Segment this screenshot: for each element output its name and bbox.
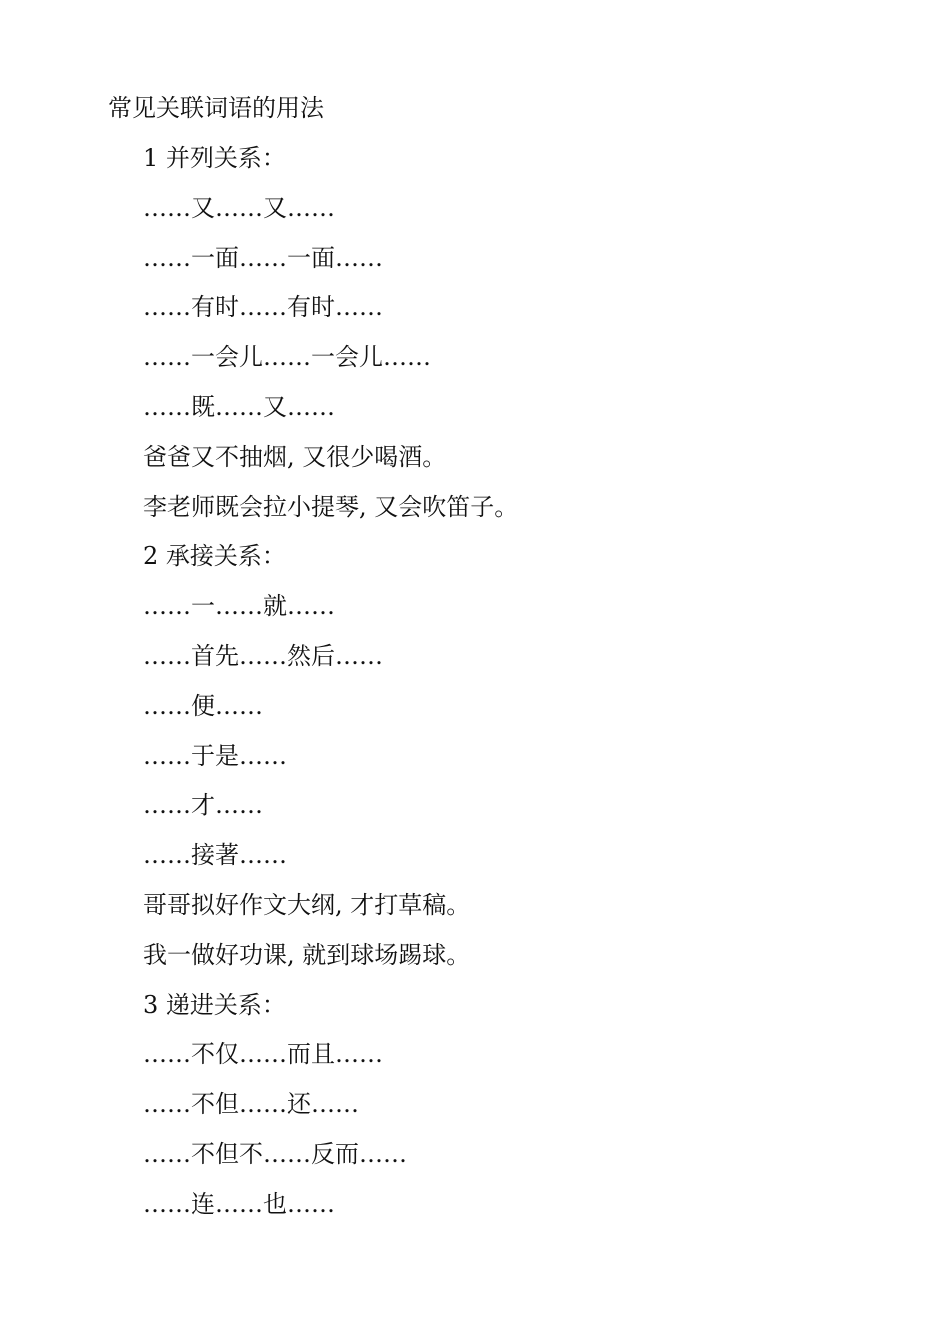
pattern-line: ……不但不……反而…… <box>143 1139 407 1168</box>
section-heading-parallel: 1 并列关系： <box>143 144 286 172</box>
pattern-line: ……一面……一面…… <box>143 243 383 272</box>
pattern-line: ……接著…… <box>143 841 287 870</box>
pattern-line: ……首先……然后…… <box>143 641 383 670</box>
example-sentence: 哥哥拟好作文大纲, 才打草稿。 <box>143 890 471 919</box>
pattern-line: ……一会儿……一会儿…… <box>143 343 431 372</box>
pattern-line: ……才…… <box>143 791 263 820</box>
document-title: 常见关联词语的用法 <box>108 94 324 122</box>
pattern-line: ……不但……还…… <box>143 1090 359 1119</box>
pattern-line: ……于是…… <box>143 741 287 770</box>
example-sentence: 我一做好功课, 就到球场踢球。 <box>143 940 471 969</box>
pattern-line: ……又……又…… <box>143 193 335 222</box>
example-sentence: 李老师既会拉小提琴, 又会吹笛子。 <box>143 492 519 521</box>
example-sentence: 爸爸又不抽烟, 又很少喝酒。 <box>143 442 447 471</box>
pattern-line: ……一……就…… <box>143 592 335 621</box>
pattern-line: ……便…… <box>143 691 263 720</box>
section-heading-sequential: 2 承接关系： <box>143 542 286 571</box>
section-heading-progressive: 3 递进关系： <box>143 990 286 1019</box>
content-lines <box>143 142 518 1238</box>
pattern-line: ……连……也…… <box>143 1189 335 1218</box>
pattern-line: ……既……又…… <box>143 392 335 421</box>
pattern-line: ……有时……有时…… <box>143 293 383 322</box>
pattern-line: ……不仅……而且…… <box>143 1040 383 1069</box>
